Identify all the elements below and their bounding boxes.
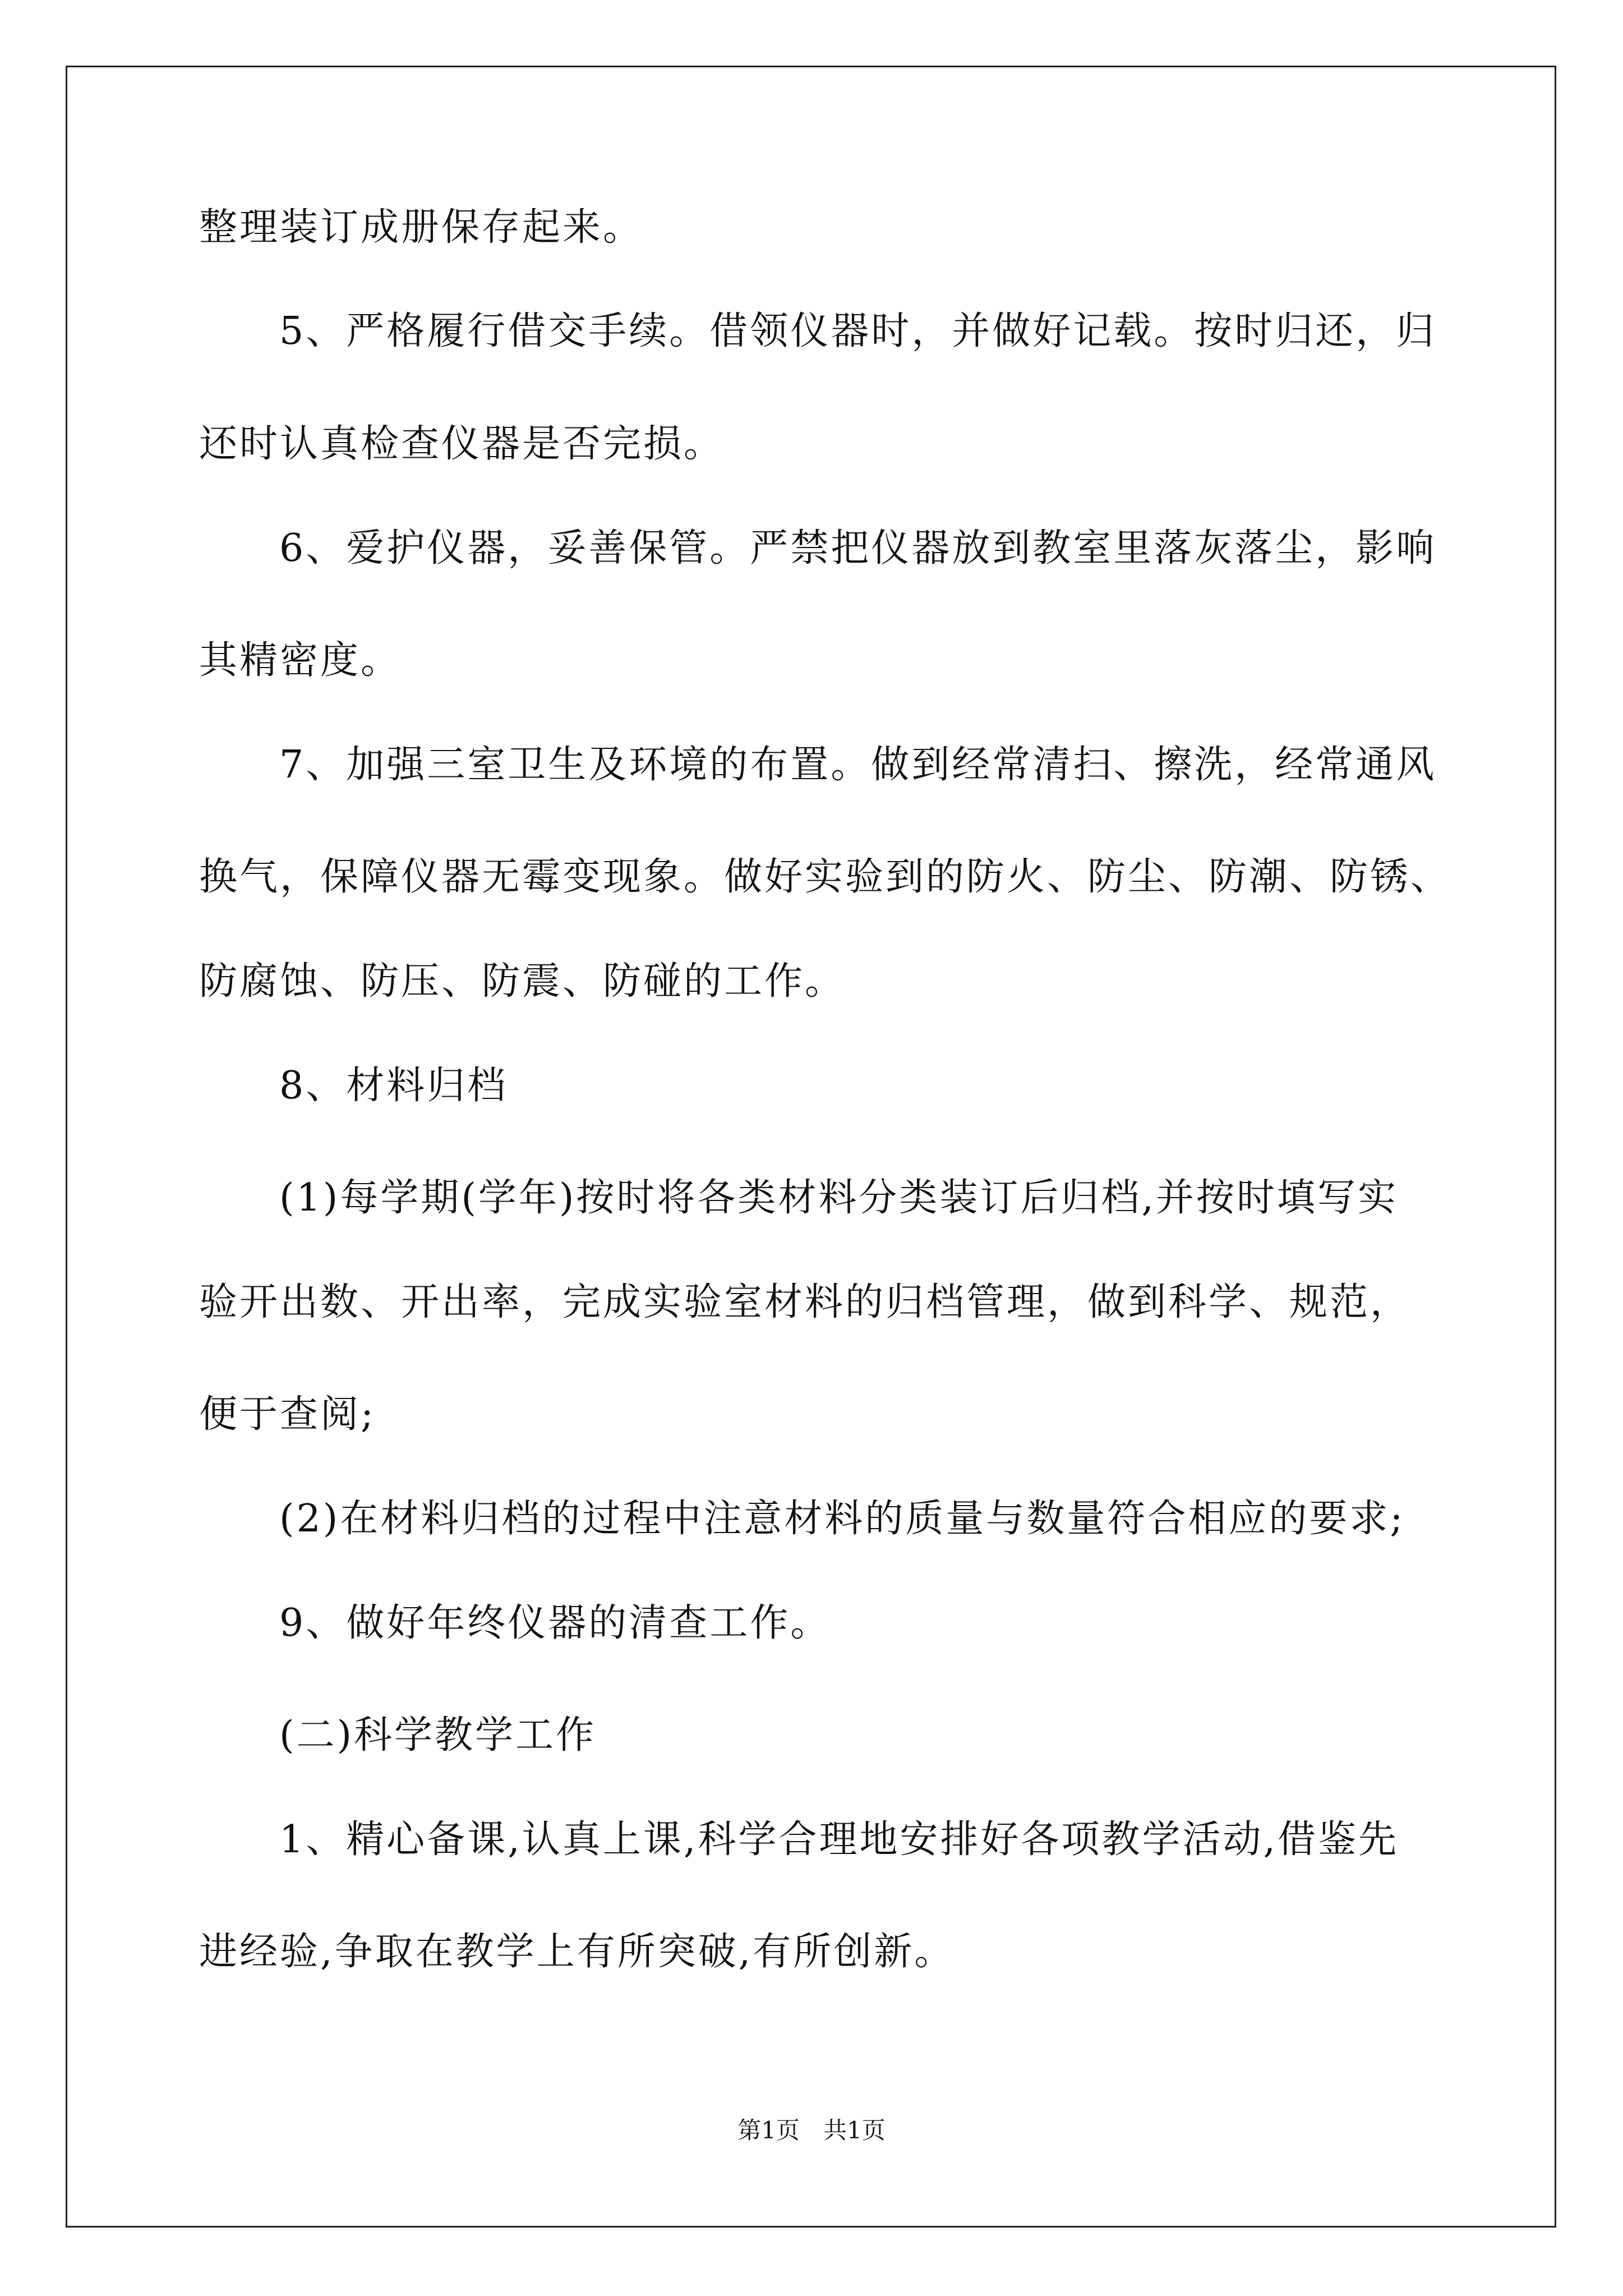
- text-line: 验开出数、开出率，完成实验室材料的归档管理，做到科学、规范，: [199, 1280, 1411, 1324]
- text-line: 进经验,争取在教学上有所突破,有所创新。: [199, 1930, 955, 1974]
- text-line: 整理装订成册保存起来。: [199, 205, 644, 250]
- text-line: 还时认真检查仪器是否完损。: [199, 422, 725, 466]
- text-line: 7、加强三室卫生及环境的布置。做到经常清扫、擦洗，经常通风: [279, 743, 1437, 787]
- text-line: 便于查阅;: [199, 1392, 376, 1437]
- text-line: 其精密度。: [199, 638, 402, 683]
- text-line: 6、爱护仪器，妥善保管。严禁把仪器放到教室里落灰落尘，影响: [279, 526, 1437, 570]
- text-line: 1、精心备课,认真上课,科学合理地安排好各项教学活动,借鉴先: [279, 1818, 1399, 1862]
- text-line: 防腐蚀、防压、防震、防碰的工作。: [199, 959, 846, 1004]
- text-line: (1)每学期(学年)按时将各类材料分类装订后归档,并按时填写实: [279, 1176, 1398, 1220]
- text-line: 5、严格履行借交手续。借领仪器时，并做好记载。按时归还，归: [279, 309, 1437, 353]
- text-line: (二)科学教学工作: [279, 1713, 597, 1757]
- text-line: 换气，保障仪器无霉变现象。做好实验到的防火、防尘、防潮、防锈、: [199, 855, 1451, 899]
- text-line: (2)在材料归档的过程中注意材料的质量与数量符合相应的要求;: [279, 1497, 1405, 1541]
- text-line: 9、做好年终仪器的清查工作。: [279, 1601, 831, 1645]
- page-footer: 第1页 共1页: [737, 2116, 886, 2144]
- page-border: [66, 66, 1556, 2228]
- text-line: 8、材料归档: [279, 1064, 508, 1108]
